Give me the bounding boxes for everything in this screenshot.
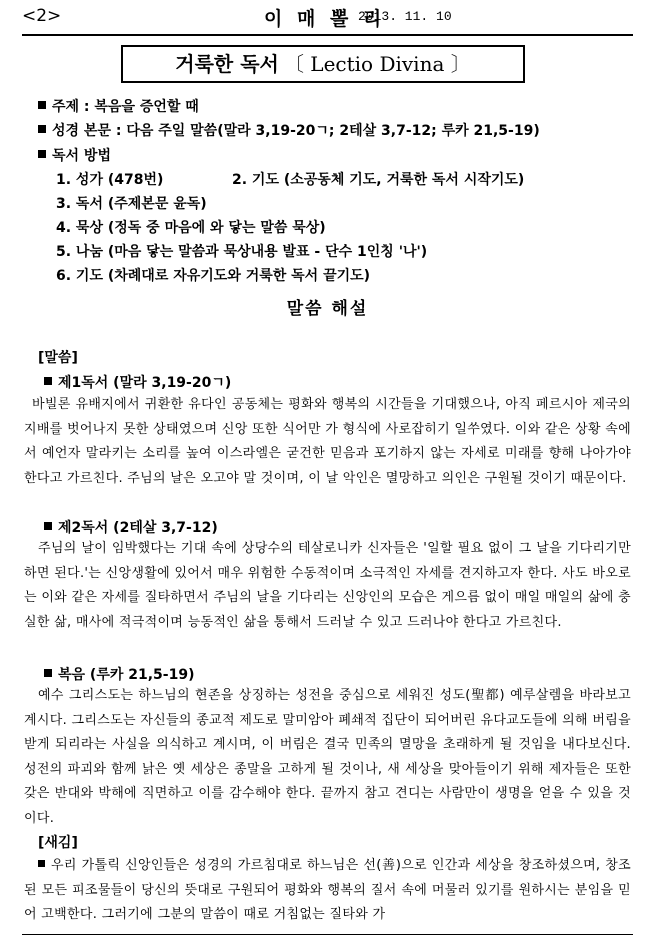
reading-1-body: 바빌론 유배지에서 귀환한 유다인 공동체는 평화와 행복의 시간들을 기대했으나, 아직 페르시아 제국의 지배를 벗어나지 못한 상태였으며 신앙 또한 식어만 가 형식에 사로잡히기 일쑤였다. 이와 같은 상황 속에서 예언자 말라키는 소리를 높여 이스라엘은 굳건한 믿음과 포기하지 않는 자세로 미래를 향해 나아가야 한다고 가르친다. 주님의 날은 오고야 말 것이며, 이 날 악인은 멸망하고 의인은 구원될 것이기 때문이다. <box>24 397 631 486</box>
reading-1-title: 제1독서 (말라 3,19-20ㄱ) <box>44 372 231 392</box>
reading-2-body: 주님의 날이 임박했다는 기대 속에 상당수의 테살로니카 신자들은 '일할 필요 없이 그 날을 기다리기만 하면 된다.'는 신앙생활에 있어서 매우 위험한 수동적이며 소극적인 자세를 견지하고자 한다. 사도 바오로는 이와 같은 자세를 질타하면서 주님의 날을 기다리는 신앙인의 모습은 게으름 없이 매일 매일의 삶에 충실한 삶, 매사에 적극적이며 능동적인 삶을 통해서 드러날 수 있고 드러나야 한다고 가르친다. <box>24 541 631 630</box>
bullet-square-icon <box>38 125 46 133</box>
bullet-square-icon <box>38 860 45 867</box>
issue-date: 2013. 11. 10 <box>358 9 452 24</box>
reading-2-title: 제2독서 (2테살 3,7-12) <box>44 517 218 537</box>
bullet-square-icon <box>44 522 52 530</box>
method-line <box>38 145 111 165</box>
scripture-text: 성경 본문 : 다음 주일 말씀(말라 3,19-20ㄱ; 2테살 3,7-12; 루카 21,5-19) <box>52 123 540 139</box>
step-3: 3. 독서 (주제본문 윤독) <box>56 196 207 212</box>
bullet-square-icon <box>38 150 46 158</box>
method-label: 독서 방법 <box>52 148 111 164</box>
step-4: 4. 묵상 (정독 중 마음에 와 닿는 말씀 묵상) <box>56 220 326 236</box>
page-header <box>22 0 633 36</box>
step-6: 6. 기도 (차례대로 자유기도와 거룩한 독서 끝기도) <box>56 268 371 284</box>
reflection-heading: [새김] <box>38 835 78 851</box>
step-2: 2. 기도 (소공동체 기도, 거룩한 독서 시작기도) <box>232 172 525 188</box>
bullet-square-icon <box>44 669 52 677</box>
gospel-body: 예수 그리스도는 하느님의 현존을 상징하는 성전을 중심으로 세워진 성도(聖都) 예루살렘을 바라보고 계시다. 그리스도는 자신들의 종교적 제도로 말미암아 폐쇄적 집단이 되어버린 유다교도들에 의해 버림을 받게 되리라는 사실을 의식하고 계시며, 이 버림은 결국 민족의 멸망을 초래하게 될 것임을 내다보신다. 성전의 파괴와 함께 낡은 옛 세상은 종말을 고하게 될 것이나, 새 세상을 맞아들이기 위해 제자들은 또한 갖은 반대와 박해에 직면하고 이를 감수해야 한다. 끝까지 참고 견디는 사람만이 생명을 얻을 수 있을 것이다. <box>24 688 631 826</box>
page-number: <2> <box>22 6 62 26</box>
newsletter-name: 이 매 뽈 리 <box>264 8 386 30</box>
section-title: 말씀 해설 <box>286 299 369 319</box>
step-1: 1. 성가 (478번) <box>56 172 164 188</box>
reflection-body: 우리 가톨릭 신앙인들은 성경의 가르침대로 하느님은 선(善)으로 인간과 세상을 창조하셨으며, 창조된 모든 피조물들이 당신의 뜻대로 구원되어 평화와 행복의 질서 속에 머물러 있기를 원하시는 분임을 믿어 고백한다. 그러기에 그분의 말씀이 때로 거침없는 질타와 가 <box>24 858 631 922</box>
step-5: 5. 나눔 (마음 닿는 말씀과 묵상내용 발표 - 단수 1인칭 '나') <box>56 244 428 260</box>
bullet-square-icon <box>38 101 46 109</box>
bottom-rule <box>22 934 633 935</box>
theme-text: 주제 : 복음을 증언할 때 <box>52 99 199 115</box>
scripture-line <box>38 120 540 140</box>
bullet-square-icon <box>44 377 52 385</box>
words-heading: [말씀] <box>38 350 78 366</box>
title-box <box>121 45 525 83</box>
title-korean: 거룩한 독서 <box>175 52 279 76</box>
title-latin: 〔 Lectio Divina 〕 <box>283 52 471 76</box>
gospel-title: 복음 (루카 21,5-19) <box>44 664 194 684</box>
theme-line <box>38 96 199 116</box>
